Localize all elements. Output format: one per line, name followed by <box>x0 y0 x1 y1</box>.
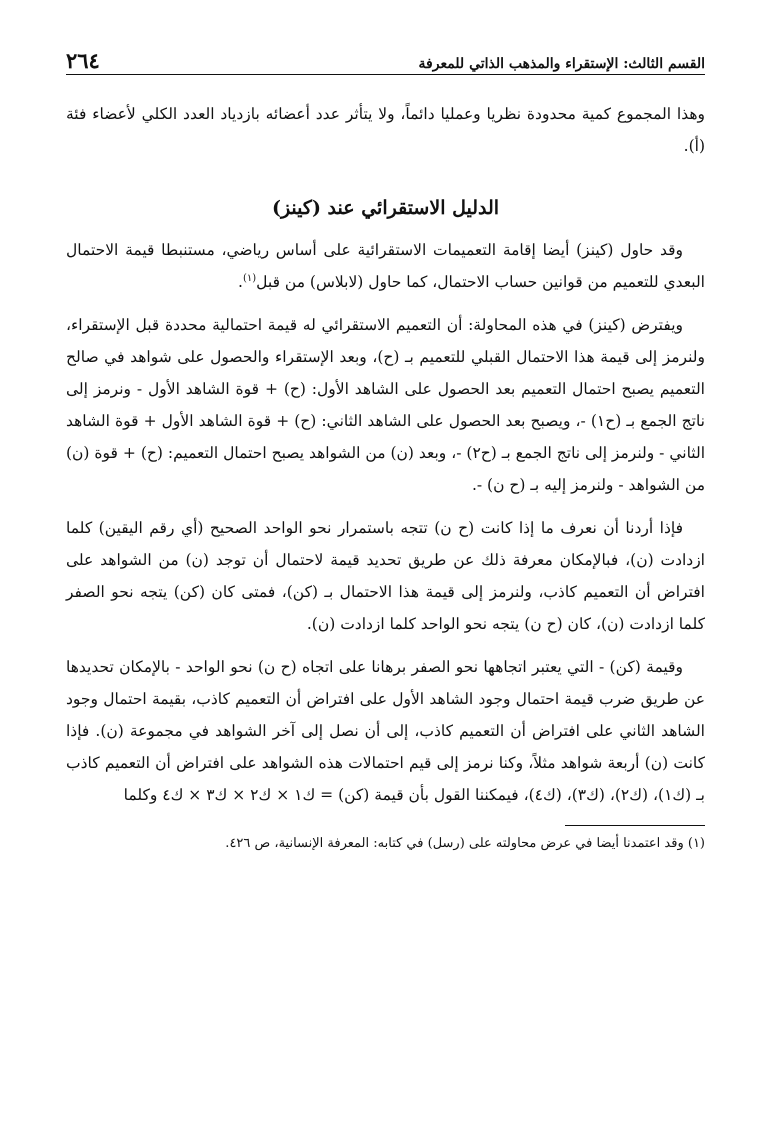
paragraph-keynes-assumption: ويفترض (كينز) في هذه المحاولة: أن التعميم الاستقرائي له قيمة احتمالية محددة قبل الإستقراء، ولنرمز إلى قيمة هذا الاحتمال القبلي للتعميم بـ (ح)، وبعد الإستقراء والحصول على شواهد في صالح التعميم يصبح احتمال التعميم بعد الحصول على الشاهد الأول: (ح) + قوة الشاهد الأول - ونرمز إلى ناتج الجمع بـ (ح١) -، ويصبح بعد الحصول على الشاهد الثاني: (ح) + قوة الشاهد الأول + قوة الشاهد الثاني - ولنرمز إلى ناتج الجمع بـ (ح٢) -، وبعد (ن) من الشواهد يصبح احتمال التعميم: (ح) + قوة (ن) من الشواهد - ولنرمز إليه بـ (ح ن) -. <box>66 316 706 494</box>
paragraph-keynes-attempt-end: . <box>238 273 243 291</box>
running-title: القسم الثالث: الإستقراء والمذهب الذاتي للمعرفة <box>418 56 705 72</box>
footnote: (١) وقد اعتمدنا أيضا في عرض محاولته على (رسل) في كتابه: المعرفة الإنسانية، ص ٤٢٦. <box>225 836 705 851</box>
paragraph-continuation: وهذا المجموع كمية محدودة نظريا وعمليا دائماً، ولا يتأثر عدد أعضائه بازدياد العدد الكلي لأعضاء فئة (أ). <box>66 105 705 155</box>
paragraph-keynes-attempt <box>66 234 705 298</box>
footnote-marker: (١) <box>242 272 257 284</box>
footnote-divider <box>565 825 705 826</box>
paragraph-kn-value: وقيمة (كن) - التي يعتبر اتجاهها نحو الصفر برهانا على اتجاه (ح ن) نحو الواحد - بالإمكان تحديدها عن طريق ضرب قيمة احتمال وجود الشاهد الأول على افتراض أن التعميم كاذب، بقيمة احتمال وجود الشاهد الثاني على افتراض أن التعميم كاذب، إلى أن نصل إلى آخر الشواهد في مجموعة (ن). فإذا كانت (ن) أربعة شواهد مثلاً، وكنا نرمز إلى قيم احتمالات هذه الشواهد على افتراض أن التعميم كاذب بـ (ك١)، (ك٢)، (ك٣)، (ك٤)، فيمكننا القول بأن قيمة (كن) = ك١ × ك٢ × ك٣ × ك٤ وكلما <box>66 658 705 804</box>
page-number: ٢٦٤ <box>66 48 100 73</box>
paragraph-convergence: فإذا أردنا أن نعرف ما إذا كانت (ح ن) تتجه باستمرار نحو الواحد الصحيح (أي رقم اليقين) كلما ازدادت (ن)، فبالإمكان معرفة ذلك عن طريق تحديد قيمة لاحتمال أن توجد (ن) من الشواهد على افتراض أن التعميم كاذب، ولنرمز إلى قيمة هذا الاحتمال بـ (كن)، فمتى كان (كن) يتجه نحو الصفر كلما ازدادت (ن)، كان (ح ن) يتجه نحو الواحد كلما ازدادت (ن). <box>66 519 705 633</box>
page-header <box>66 40 705 75</box>
paragraph-keynes-attempt-text: وقد حاول (كينز) أيضا إقامة التعميمات الاستقرائية على أساس رياضي، مستنبطا قيمة الاحتمال البعدي للتعميم من قوانين حساب الاحتمال، كما حاول (لابلاس) من قبل <box>66 241 705 291</box>
section-heading: الدليل الاستقرائي عند (كينز) <box>271 197 500 219</box>
book-page <box>66 40 705 856</box>
